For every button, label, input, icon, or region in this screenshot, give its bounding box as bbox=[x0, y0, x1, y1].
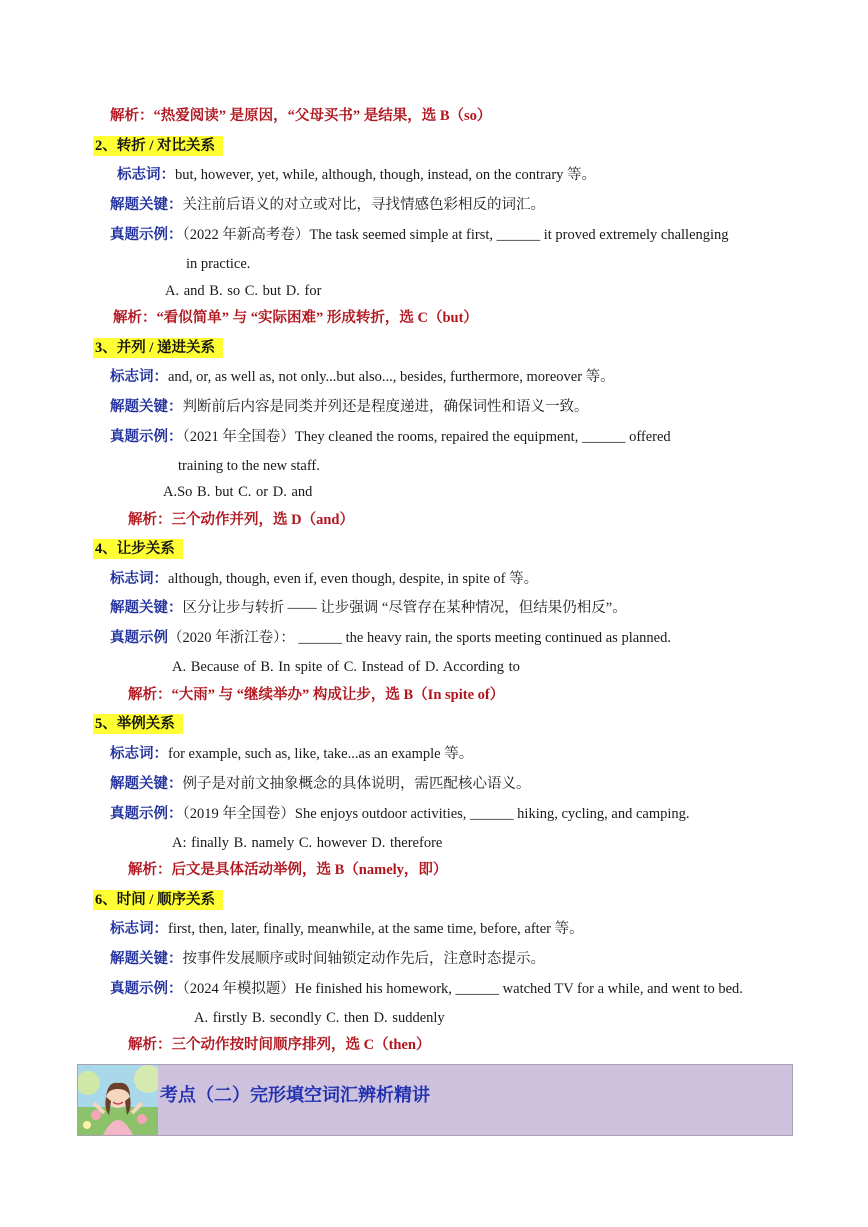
example-label: 真题示例： bbox=[110, 981, 183, 997]
section-heading-concession: 4、让步关系 bbox=[93, 539, 183, 559]
section-heading-example: 5、举例关系 bbox=[93, 714, 183, 734]
section-banner bbox=[77, 1064, 793, 1136]
marker-text: and, or, as well as, not only...but also..., besides, furthermore, moreover 等。 bbox=[168, 369, 615, 385]
example-label: 真题示例 bbox=[110, 630, 168, 646]
analysis-text: 解析：“看似简单” 与 “实际困难” 形成转折，选 C（but） bbox=[113, 310, 478, 326]
marker-words-row bbox=[110, 919, 584, 939]
marker-words-row bbox=[110, 569, 538, 589]
marker-label: 标志词： bbox=[110, 921, 168, 937]
key-label: 解题关键： bbox=[110, 197, 183, 213]
options-row: A.So B. but C. or D. and bbox=[163, 484, 313, 500]
options-row: A. Because of B. In spite of C. Instead of D. According to bbox=[172, 659, 520, 675]
marker-text: first, then, later, finally, meanwhile, at the same time, before, after 等。 bbox=[168, 921, 584, 937]
key-label: 解题关键： bbox=[110, 951, 183, 967]
example-text: （2020 年浙江卷）： ______ the heavy rain, the sports meeting continued as planned. bbox=[168, 630, 671, 646]
section-heading-contrast: 2、转折 / 对比关系 bbox=[93, 136, 223, 156]
key-text: 按事件发展顺序或时间轴锁定动作先后，注意时态提示。 bbox=[182, 951, 545, 967]
key-label: 解题关键： bbox=[110, 776, 183, 792]
section-heading-time: 6、时间 / 顺序关系 bbox=[93, 890, 223, 910]
analysis-text: 解析：“热爱阅读” 是原因，“父母买书” 是结果，选 B（so） bbox=[110, 108, 492, 124]
key-label: 解题关键： bbox=[110, 600, 183, 616]
example-text: （2022 年新高考卷）The task seemed simple at first, ______ it proved extremely challenging bbox=[182, 227, 729, 243]
marker-text: for example, such as, like, take...as an example 等。 bbox=[168, 746, 474, 762]
example-row bbox=[110, 427, 671, 447]
key-text: 区分让步与转折 —— 让步强调 “尽管存在某种情况，但结果仍相反”。 bbox=[182, 600, 627, 616]
analysis-text: 解析：三个动作按时间顺序排列，选 C（then） bbox=[128, 1037, 431, 1053]
marker-label: 标志词： bbox=[110, 571, 168, 587]
key-label: 解题关键： bbox=[110, 399, 183, 415]
marker-text: although, though, even if, even though, despite, in spite of 等。 bbox=[168, 571, 539, 587]
example-continuation: in practice. bbox=[186, 256, 251, 272]
key-row bbox=[110, 195, 545, 215]
marker-words-row bbox=[110, 744, 473, 764]
key-row bbox=[110, 598, 627, 618]
example-row bbox=[110, 979, 743, 999]
options-row: A. firstly B. secondly C. then D. suddenly bbox=[194, 1010, 445, 1026]
analysis-text: 解析：后文是具体活动举例，选 B（namely，即） bbox=[128, 862, 448, 878]
section-heading-parallel: 3、并列 / 递进关系 bbox=[93, 338, 223, 358]
example-row bbox=[110, 225, 729, 245]
options-row: A: finally B. namely C. however D. therefore bbox=[172, 835, 443, 851]
key-row bbox=[110, 774, 531, 794]
banner-title: 考点（二）完形填空词汇辨析精讲 bbox=[160, 1085, 430, 1106]
example-label: 真题示例： bbox=[110, 429, 183, 445]
example-row bbox=[110, 804, 690, 824]
example-label: 真题示例： bbox=[110, 806, 183, 822]
example-label: 真题示例： bbox=[110, 227, 183, 243]
marker-text: but, however, yet, while, although, though, instead, on the contrary 等。 bbox=[175, 167, 597, 183]
example-text: （2019 年全国卷）She enjoys outdoor activities, ______ hiking, cycling, and camping. bbox=[182, 806, 690, 822]
options-row: A. and B. so C. but D. for bbox=[165, 283, 322, 299]
key-text: 判断前后内容是同类并列还是程度递进，确保词性和语义一致。 bbox=[182, 399, 589, 415]
example-text: （2024 年模拟题）He finished his homework, ______ watched TV for a while, and went to bed. bbox=[182, 981, 743, 997]
marker-label: 标志词： bbox=[117, 167, 175, 183]
marker-words-row bbox=[117, 165, 596, 185]
example-continuation: training to the new staff. bbox=[178, 458, 320, 474]
marker-label: 标志词： bbox=[110, 746, 168, 762]
key-text: 关注前后语义的对立或对比，寻找情感色彩相反的词汇。 bbox=[182, 197, 545, 213]
example-text: （2021 年全国卷）They cleaned the rooms, repaired the equipment, ______ offered bbox=[182, 429, 671, 445]
marker-label: 标志词： bbox=[110, 369, 168, 385]
analysis-text: 解析：“大雨” 与 “继续举办” 构成让步，选 B（In spite of） bbox=[128, 687, 505, 703]
example-row bbox=[110, 628, 671, 648]
key-row bbox=[110, 949, 545, 969]
key-text: 例子是对前文抽象概念的具体说明，需匹配核心语义。 bbox=[182, 776, 531, 792]
analysis-text: 解析：三个动作并列，选 D（and） bbox=[128, 512, 354, 528]
girl-illustration-icon bbox=[78, 1065, 158, 1135]
key-row bbox=[110, 397, 589, 417]
marker-words-row bbox=[110, 367, 615, 387]
